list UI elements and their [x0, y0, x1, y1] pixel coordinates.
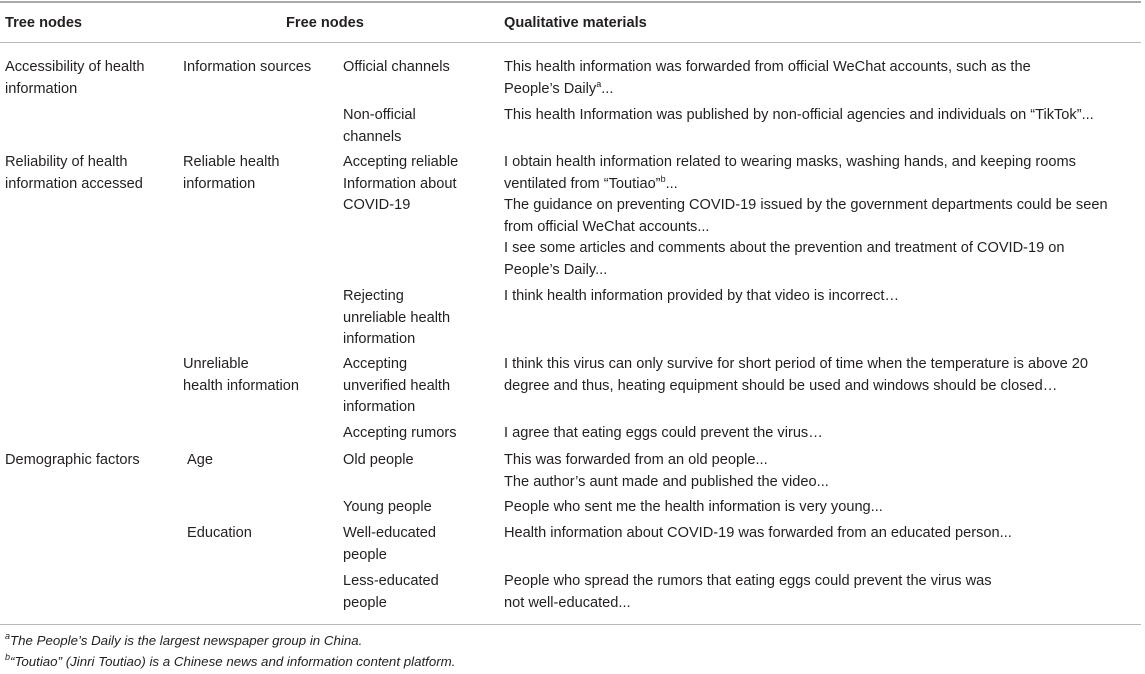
tree-node-demographic: Demographic factors [5, 452, 140, 468]
subnode-old-people: Old people [343, 452, 414, 468]
free-node-reliable-health-info: Reliable health information [183, 154, 280, 192]
subnode-official-channels: Official channels [343, 59, 450, 75]
tree-node-accessibility: Accessibility of health information [5, 59, 145, 97]
qual-accepting-rumors: I agree that eating eggs could prevent the virus… [504, 425, 823, 441]
subnode-rejecting-unreliable: Rejecting unreliable health information [343, 288, 451, 347]
subnode-less-educated: Less-educated people [343, 573, 439, 611]
qual-old-people: This was forwarded from an old people... The author’s aunt made and published the video... [504, 452, 829, 490]
subnode-non-official-channels: Non-official channels [343, 107, 416, 145]
subnode-young-people: Young people [343, 499, 432, 515]
subnode-accepting-reliable: Accepting reliable Information about COVID-19 [343, 154, 459, 213]
qual-rejecting-unreliable: I think health information provided by that video is incorrect… [504, 288, 900, 304]
header-tree-nodes: Tree nodes [5, 15, 83, 31]
free-node-age: Age [187, 452, 213, 468]
qual-official-channels: This health information was forwarded from official WeChat accounts, such as the People’s Daily$^a$... [504, 59, 1031, 97]
header-qualitative-materials: Qualitative materials [504, 15, 647, 31]
qual-accepting-reliable: I obtain health information related to wearing masks, washing hands, and keeping rooms ventilated from “Toutiao”$^b$... The guidance on preventing COVID-19 issued by the government departments could be seen from official WeChat accounts... I see some articles and comments about the prevention and treatment of COVID-19 on People’s Daily... [504, 154, 1108, 278]
tree-node-reliability: Reliability of health information accessed [5, 154, 143, 192]
qual-well-educated: Health information about COVID-19 was forwarded from an educated person... [504, 525, 1012, 541]
free-node-education: Education [187, 525, 252, 541]
header-free-nodes: Free nodes [286, 15, 364, 31]
qual-young-people: People who sent me the health information is very young... [504, 499, 883, 515]
footnote-b: $^b$“Toutiao” (Jinri Toutiao) is a Chinese news and information content platform. [5, 652, 456, 669]
header-rule [0, 42, 1141, 43]
subnode-accepting-unverified: Accepting unverified health information [343, 356, 451, 415]
qual-less-educated: People who spread the rumors that eating eggs could prevent the virus was not well-educated... [504, 573, 992, 611]
subnode-well-educated: Well-educated people [343, 525, 437, 563]
subnode-accepting-rumors: Accepting rumors [343, 425, 457, 441]
free-node-unreliable-health-info: Unreliable health information [183, 356, 300, 394]
qual-non-official-channels: This health Information was published by non-official agencies and individuals on “TikTok”... [504, 107, 1094, 123]
bottom-rule [0, 624, 1141, 625]
footnote-a: $^a$The People’s Daily is the largest newspaper group in China. [5, 631, 363, 648]
free-node-information-sources: Information sources [183, 59, 312, 75]
top-rule [0, 1, 1141, 3]
qual-accepting-unverified: I think this virus can only survive for short period of time when the temperature is above 20 degree and thus, heating equipment should be used and windows should be closed… [504, 356, 1089, 394]
